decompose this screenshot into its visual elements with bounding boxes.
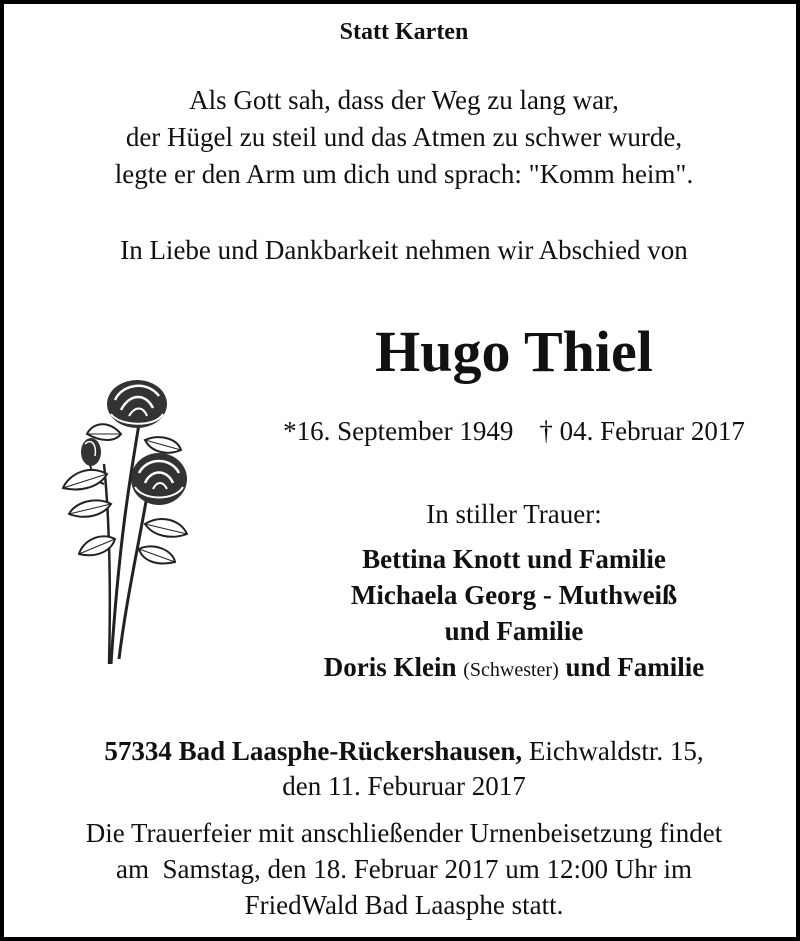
address-date: den 11. Feburuar 2017 [282, 771, 526, 801]
life-dates [224, 413, 800, 449]
poem-line: legte er den Arm um dich und sprach: "Komm heim". [114, 159, 694, 189]
mourners-list [224, 541, 800, 688]
poem-line: Als Gott sah, dass der Weg zu lang war, [189, 85, 619, 115]
rose-bud [81, 438, 101, 466]
farewell-intro: In Liebe und Dankbarkeit nehmen wir Abschied von [120, 235, 688, 265]
address-street: Eichwaldstr. 15, [528, 736, 704, 766]
address-city: 57334 Bad Laasphe-Rückershausen, [104, 736, 523, 766]
rose-top [107, 380, 167, 428]
poem-line: der Hügel zu steil und das Atmen zu schwer wurde, [125, 122, 683, 152]
service-line: FriedWald Bad Laasphe statt. [244, 890, 564, 920]
mourner-relation: (Schwester) [463, 659, 559, 681]
birth-date: *16. September 1949 [283, 416, 514, 446]
address-line [4, 734, 800, 769]
mourner-suffix: und Familie [565, 652, 705, 682]
service-line: am Samstag, den 18. Februar 2017 um 12:00 Uhr im [116, 854, 692, 884]
mourner-line: und Familie [444, 616, 584, 646]
address-block [4, 734, 800, 804]
mourner-line [224, 649, 800, 688]
mourner-name: Doris Klein [323, 652, 457, 682]
death-date: † 04. Februar 2017 [539, 416, 745, 446]
service-info [4, 815, 800, 923]
deceased-name: Hugo Thiel [375, 319, 653, 384]
rose-illustration [49, 364, 199, 669]
mourning-label: In stiller Trauer: [426, 499, 602, 529]
mourner-line: Bettina Knott und Familie [362, 544, 666, 574]
rose-bottom [131, 453, 187, 505]
mourner-line: Michaela Georg - Muthweiß [350, 580, 678, 610]
service-line: Die Trauerfeier mit anschließender Urnenbeisetzung findet [85, 818, 723, 848]
poem [4, 82, 800, 193]
heading: Statt Karten [339, 19, 469, 45]
